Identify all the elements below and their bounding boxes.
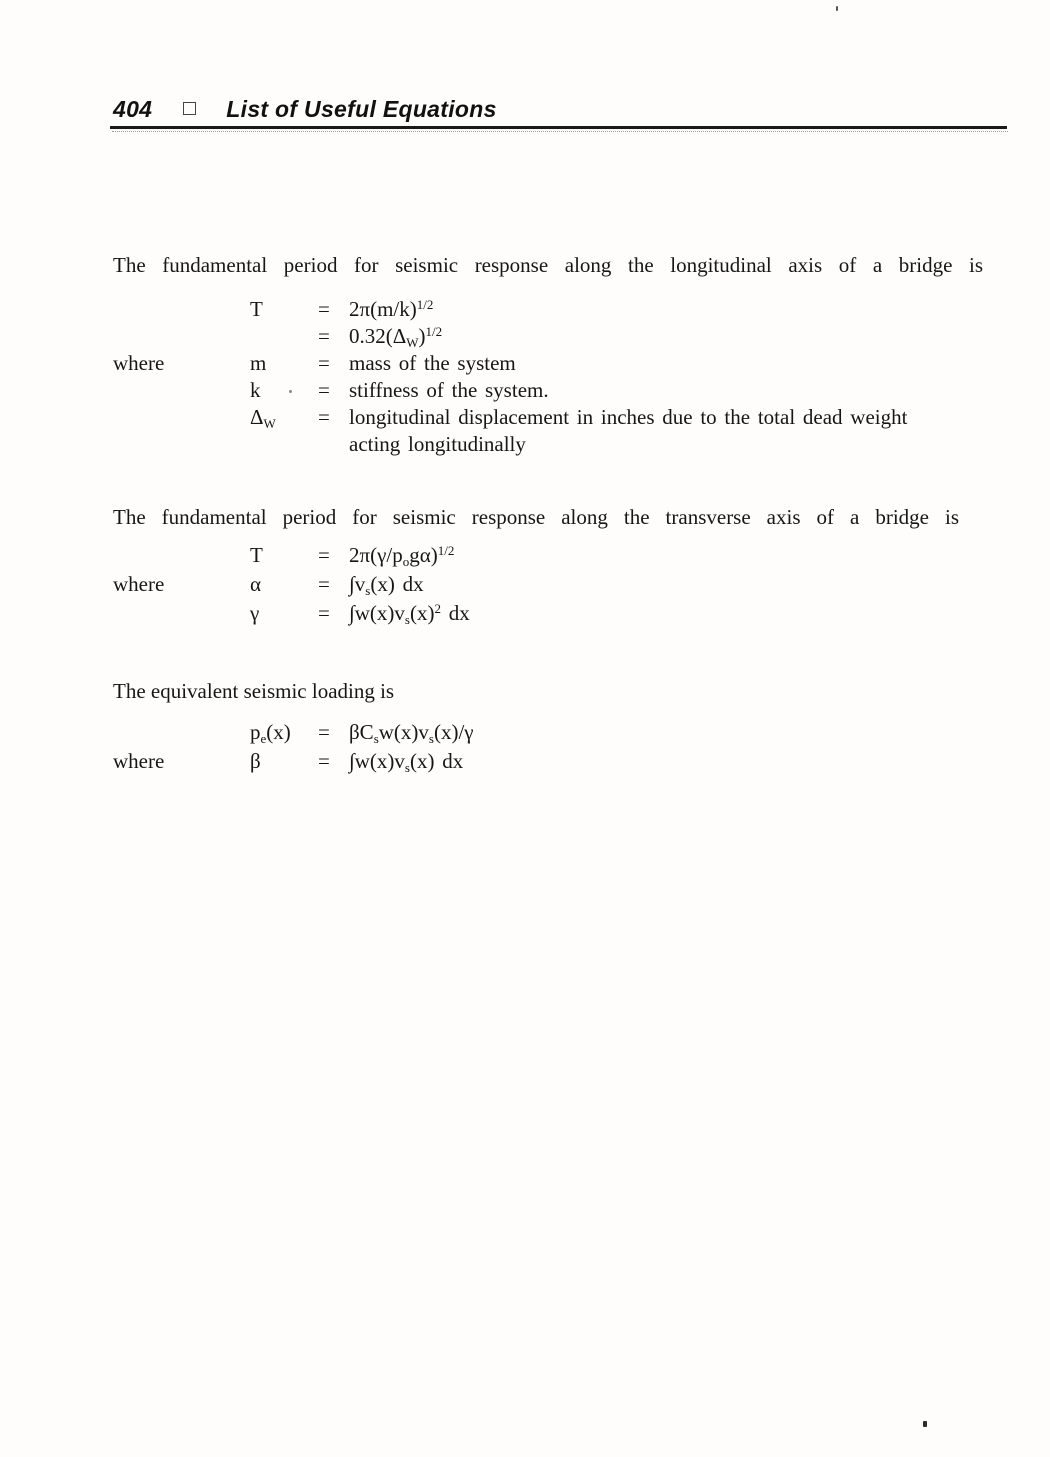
open-square-icon — [183, 102, 196, 115]
page-title: List of Useful Equations — [226, 96, 497, 122]
equation-expression: longitudinal displacement in inches due to the total dead weight — [349, 405, 908, 429]
equation-row — [113, 296, 1018, 323]
equation-row — [113, 718, 1018, 747]
equation-expression: mass of the system — [349, 351, 516, 375]
equation-symbol: T — [250, 543, 263, 567]
scan-speck — [836, 6, 838, 11]
equals-sign: = — [318, 378, 330, 402]
section3-equations — [113, 718, 1018, 776]
equals-sign: = — [318, 351, 330, 375]
equation-symbol: $\Delta_W$ — [250, 405, 276, 431]
equation-symbol: γ — [250, 601, 260, 625]
equation-row — [113, 323, 1018, 350]
equation-row — [113, 350, 1018, 377]
where-label: where — [113, 351, 165, 375]
equation-symbol: α — [250, 572, 262, 596]
equals-sign: = — [318, 297, 330, 321]
equals-sign: = — [318, 405, 330, 429]
equation-symbol: k — [250, 378, 261, 402]
where-label: where — [113, 572, 165, 596]
scan-speck — [923, 1421, 927, 1427]
equation-expression: $\int w(x)v_s(x)$ dx — [349, 749, 464, 775]
equals-sign: = — [318, 601, 330, 625]
equation-expression: $\beta C_sw(x)v_s(x)/\gamma$ — [349, 720, 474, 746]
header-rule — [110, 126, 1007, 129]
equals-sign: = — [318, 324, 330, 348]
page-number: 404 — [113, 96, 153, 122]
section2-equations — [113, 541, 1018, 628]
scan-speck — [289, 390, 292, 393]
equation-symbol: β — [250, 749, 261, 773]
equation-row — [113, 599, 1018, 628]
header-rule-shadow — [112, 131, 1008, 132]
section3-intro: The equivalent seismic loading is — [113, 679, 395, 703]
equation-symbol: $p_e(x)$ — [250, 720, 291, 746]
equation-row — [113, 541, 1018, 570]
section2-intro: The fundamental period for seismic response along the transverse axis of a bridge is — [113, 505, 959, 529]
page-header — [113, 96, 497, 123]
equation-expression: stiffness of the system. — [349, 378, 549, 402]
equation-expression: acting longitudinally — [349, 432, 526, 456]
equals-sign: = — [318, 543, 330, 567]
equation-expression: $0.32(\Delta_W)^{1/2}$ — [349, 324, 443, 350]
equation-row — [113, 377, 1018, 404]
equation-symbol: m — [250, 351, 267, 375]
equation-row — [113, 431, 1018, 458]
equation-expression: $2\pi(m/k)^{1/2}$ — [349, 297, 434, 321]
equals-sign: = — [318, 749, 330, 773]
equation-symbol: T — [250, 297, 263, 321]
equation-expression: $\int v_s(x)$ dx — [349, 572, 424, 598]
equals-sign: = — [318, 572, 330, 596]
where-label: where — [113, 749, 165, 773]
section1-intro: The fundamental period for seismic response along the longitudinal axis of a bridge is — [113, 253, 983, 277]
section1-equations — [113, 296, 1018, 458]
equation-row — [113, 747, 1018, 776]
equation-row — [113, 404, 1018, 431]
equation-expression: $2\pi(\gamma/p_og\alpha)^{1/2}$ — [349, 543, 455, 569]
equation-row — [113, 570, 1018, 599]
equation-expression: $\int w(x)v_s(x)^2$ dx — [349, 601, 470, 627]
equals-sign: = — [318, 720, 330, 744]
